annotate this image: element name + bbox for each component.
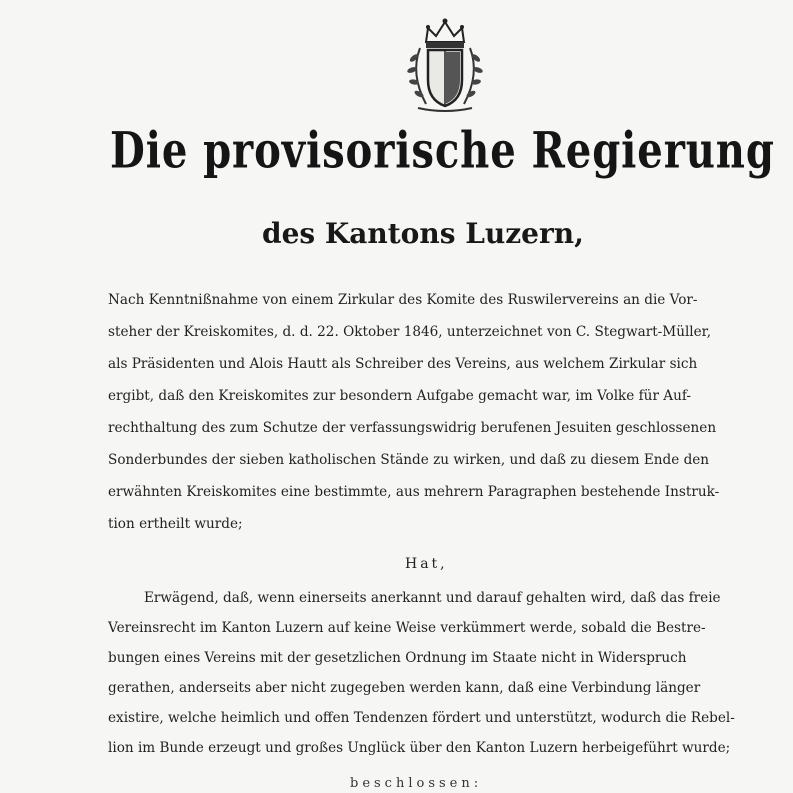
document-title: Die provisorische Regierung [110, 121, 775, 180]
text-line: Erwägend, daß, wenn einerseits anerkannt und darauf gehalten wird, daß das freie [144, 590, 721, 606]
text-line: tion ertheilt wurde; [108, 516, 243, 532]
text-line: Nach Kenntnißnahme von einem Zirkular des Komite des Ruswilervereins an die Vor- [108, 292, 698, 308]
text-line: gerathen, anderseits aber nicht zugegeben werden kann, daß eine Verbindung länger [108, 680, 701, 696]
text-line: erwähnten Kreiskomites eine bestimmte, aus mehrern Paragraphen bestehende Instruk- [108, 484, 720, 500]
text-line: lion im Bunde erzeugt und großes Unglück über den Kanton Luzern herbeigeführt wurde; [108, 740, 731, 756]
text-line: als Präsidenten und Alois Hautt als Schreiber des Vereins, aus welchem Zirkular sich [108, 356, 698, 372]
text-line: Vereinsrecht im Kanton Luzern auf keine Weise verkümmert werde, sobald die Bestre- [108, 620, 706, 636]
coat-of-arms-icon [398, 14, 492, 114]
closing-word: beschlossen: [350, 776, 483, 791]
text-line: steher der Kreiskomites, d. d. 22. Oktober 1846, unterzeichnet von C. Stegwart-Müller, [108, 324, 712, 340]
document-subtitle: des Kantons Luzern, [262, 217, 584, 250]
text-line: rechthaltung des zum Schutze der verfassungswidrig berufenen Jesuiten geschlossenen [108, 420, 717, 436]
section-heading-hat: Hat, [405, 556, 448, 572]
text-line: ergibt, daß den Kreiskomites zur besondern Aufgabe gemacht war, im Volke für Auf- [108, 388, 691, 404]
text-line: bungen eines Vereins mit der gesetzlichen Ordnung im Staate nicht in Widerspruch [108, 650, 687, 666]
text-line: Sonderbundes der sieben katholischen Stände zu wirken, und daß zu diesem Ende den [108, 452, 710, 468]
text-line: existire, welche heimlich und offen Tendenzen fördert und unterstützt, wodurch die Rebel- [108, 710, 735, 726]
